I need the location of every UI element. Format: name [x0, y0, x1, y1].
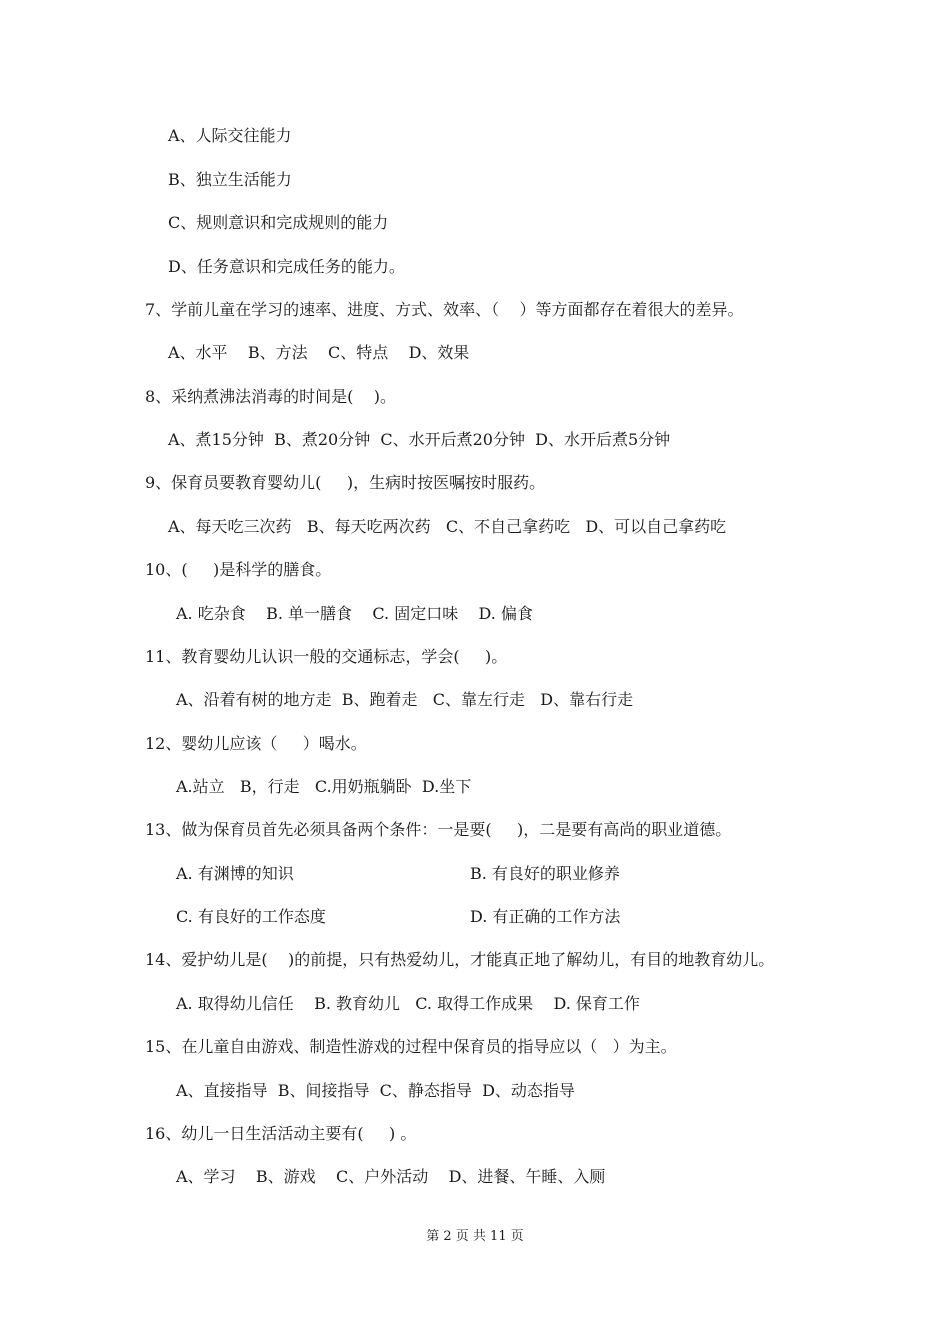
question-9: 9、保育员要教育婴幼儿( )，生病时按医嘱按时服药。 — [145, 473, 546, 492]
option-line: C、规则意识和完成规则的能力 — [168, 213, 389, 232]
option-line: D、任务意识和完成任务的能力。 — [168, 257, 405, 276]
question-14-options: A. 取得幼儿信任 B. 教育幼儿 C. 取得工作成果 D. 保育工作 — [176, 994, 640, 1013]
question-8-options: A、煮15分钟 B、煮20分钟 C、水开后煮20分钟 D、水开后煮5分钟 — [168, 430, 671, 449]
option-line: A、人际交往能力 — [168, 126, 292, 145]
question-9-options: A、每天吃三次药 B、每天吃两次药 C、不自己拿药吃 D、可以自己拿药吃 — [168, 517, 727, 536]
question-7-options: A、水平 B、方法 C、特点 D、效果 — [168, 343, 470, 362]
option-line: B、独立生活能力 — [168, 170, 292, 189]
question-12: 12、婴幼儿应该（ ）喝水。 — [145, 734, 367, 753]
question-15: 15、在儿童自由游戏、制造性游戏的过程中保育员的指导应以（ ）为主。 — [145, 1037, 677, 1056]
question-11-options: A、沿着有树的地方走 B、跑着走 C、靠左行走 D、靠右行走 — [176, 690, 634, 709]
question-8: 8、采纳煮沸法消毒的时间是( )。 — [145, 387, 397, 406]
question-14: 14、爱护幼儿是( )的前提，只有热爱幼儿，才能真正地了解幼儿，有目的地教育幼儿。 — [145, 950, 775, 969]
question-13-option-a: A. 有渊博的知识 — [176, 864, 294, 883]
question-16-options: A、学习 B、游戏 C、户外活动 D、进餐、午睡、入厕 — [176, 1167, 606, 1186]
question-10: 10、( )是科学的膳食。 — [145, 560, 332, 579]
question-13-option-c: C. 有良好的工作态度 — [176, 907, 326, 926]
question-10-options: A. 吃杂食 B. 单一膳食 C. 固定口味 D. 偏食 — [176, 604, 533, 623]
question-13-option-b: B. 有良好的职业修养 — [470, 864, 620, 883]
question-11: 11、教育婴幼儿认识一般的交通标志，学会( )。 — [145, 647, 508, 666]
question-7: 7、学前儿童在学习的速率、进度、方式、效率、（ ）等方面都存在着很大的差异。 — [145, 300, 744, 319]
question-13-option-d: D. 有正确的工作方法 — [470, 907, 621, 926]
page-footer: 第 2 页 共 11 页 — [426, 1229, 524, 1244]
question-13: 13、做为保育员首先必须具备两个条件：一是要( )，二是要有高尚的职业道德。 — [145, 820, 732, 839]
question-15-options: A、直接指导 B、间接指导 C、静态指导 D、动态指导 — [176, 1081, 575, 1100]
question-16: 16、幼儿一日生活活动主要有( ) 。 — [145, 1124, 417, 1143]
question-12-options: A.站立 B，行走 C.用奶瓶躺卧 D.坐下 — [176, 777, 472, 796]
